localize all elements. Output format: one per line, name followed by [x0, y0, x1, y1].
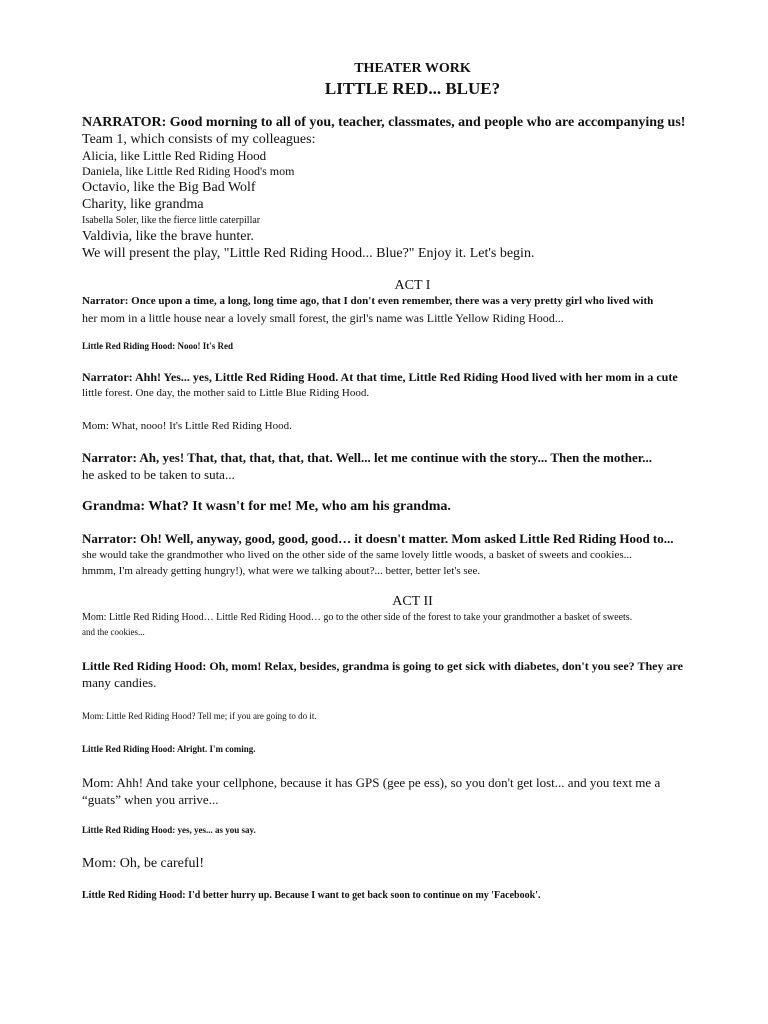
document-label: THEATER WORK: [354, 61, 471, 76]
narrator-line: Narrator: Ahh! Yes... yes, Little Red Riding Hood. At that time, Little Red Riding Hood lived with her mom in a cute: [82, 370, 678, 384]
narrator-line: he asked to be taken to suta...: [82, 467, 235, 482]
cast-item: Charity, like grandma: [82, 197, 204, 212]
document-title: LITTLE RED... BLUE?: [324, 79, 501, 98]
mom-line: “guats” when you arrive...: [82, 792, 219, 807]
red-riding-hood-line: Little Red Riding Hood: Oh, mom! Relax, besides, grandma is going to get sick with diabetes, don't you see? They are: [82, 659, 683, 673]
cast-item: Daniela, like Little Red Riding Hood's mom: [82, 164, 295, 178]
red-riding-hood-line: many candies.: [82, 675, 157, 690]
mom-line: Mom: Oh, be careful!: [82, 856, 205, 871]
cast-item: Isabella Soler, like the fierce little caterpillar: [82, 215, 261, 226]
narrator-line: Narrator: Ah, yes! That, that, that, that, that. Well... let me continue with the story... Then the mother...: [82, 450, 653, 465]
act-heading: ACT II: [392, 594, 433, 609]
narrator-line: little forest. One day, the mother said to Little Blue Riding Hood.: [82, 387, 370, 399]
narrator-greeting: NARRATOR: Good morning to all of you, teacher, classmates, and people who are accompanying us!: [82, 115, 686, 130]
act-heading: ACT I: [394, 278, 431, 293]
cast-item: Valdivia, like the brave hunter.: [82, 229, 254, 244]
narrator-line: Narrator: Oh! Well, anyway, good, good, good… it doesn't matter. Mom asked Little Red Riding Hood to...: [82, 531, 674, 546]
mom-line: Mom: Ahh! And take your cellphone, because it has GPS (gee pe ess), so you don't get lost... and you text me a: [82, 775, 661, 790]
red-riding-hood-line: Little Red Riding Hood: I'd better hurry up. Because I want to get back soon to continue on my 'Facebook'.: [82, 890, 541, 901]
red-riding-hood-line: Little Red Riding Hood: Alright. I'm coming.: [82, 744, 256, 754]
document-page: [82, 60, 743, 903]
narrator-line: she would take the grandmother who lived on the other side of the same lovely little woods, a basket of sweets and cookies...: [82, 549, 632, 561]
red-riding-hood-line: Little Red Riding Hood: yes, yes... as you say.: [82, 825, 256, 835]
mom-line: Mom: Little Red Riding Hood… Little Red Riding Hood… go to the other side of the forest to take your grandmother a basket of sweets.: [82, 612, 633, 623]
cast-item: Alicia, like Little Red Riding Hood: [82, 148, 267, 163]
grandma-line: Grandma: What? It wasn't for me! Me, who am his grandma.: [82, 499, 451, 514]
narrator-line: Narrator: Once upon a time, a long, long time ago, that I don't even remember, there was a very pretty girl who lived with: [82, 295, 654, 307]
mom-line: Mom: Little Red Riding Hood? Tell me; if you are going to do it.: [82, 711, 317, 721]
mom-line: and the cookies...: [82, 627, 145, 637]
narrator-line: hmmm, I'm already getting hungry!), what were we talking about?... better, better let's see.: [82, 565, 481, 577]
red-riding-hood-line: Little Red Riding Hood: Nooo! It's Red: [82, 341, 234, 351]
narrator-line: her mom in a little house near a lovely small forest, the girl's name was Little Yellow Riding Hood...: [82, 311, 564, 325]
team-line: Team 1, which consists of my colleagues:: [82, 132, 316, 147]
intro-closing: We will present the play, "Little Red Riding Hood... Blue?" Enjoy it. Let's begin.: [82, 246, 535, 261]
cast-item: Octavio, like the Big Bad Wolf: [82, 180, 256, 195]
mom-line: Mom: What, nooo! It's Little Red Riding Hood.: [82, 420, 292, 432]
